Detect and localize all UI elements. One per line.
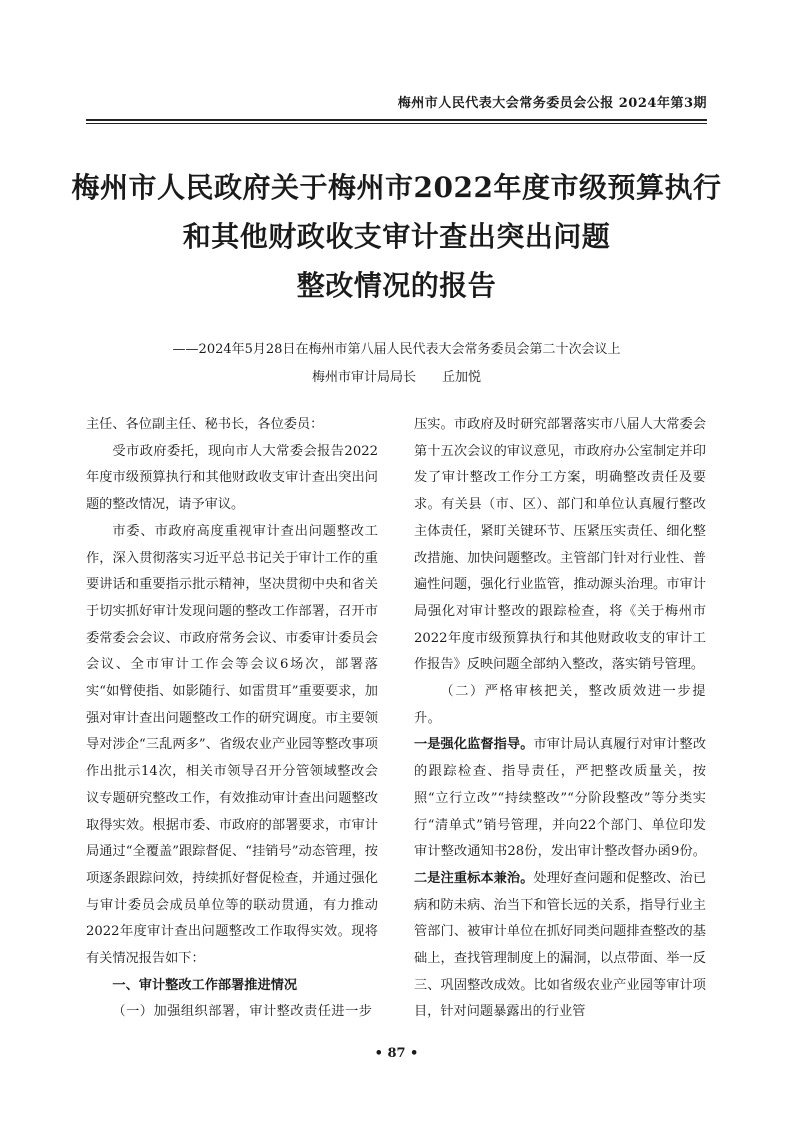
document-title bbox=[60, 163, 733, 310]
title-line-3: 整改情况的报告 bbox=[296, 269, 497, 302]
paragraph-text: 处理好查问题和促整改、治已病和防未病、治当下和管长远的关系，指导行业主管部门、被审计单位在抓好同类问题排查整改的基础上，查找管理制度上的漏洞，以点带面、举一反三、巩固整改成效。比如省级农业产业园等审计项目，针对问题暴露出的行业管 bbox=[414, 870, 707, 1020]
bold-lead: 二是注重标本兼治。 bbox=[414, 870, 534, 886]
author-line: 梅州市审计局局长 丘加悦 bbox=[311, 370, 481, 385]
meeting-line: ——2024年5月28日在梅州市第八届人民代表大会常务委员会第二十次会议上 bbox=[172, 342, 621, 357]
paragraph bbox=[414, 732, 706, 1026]
section-heading: 一、审计整改工作部署推进情况 bbox=[112, 977, 298, 993]
subsection-heading: （二）严格审核把关，整改质效进一步提升。 bbox=[414, 684, 706, 726]
bold-lead: 一是强化监督指导。 bbox=[414, 737, 534, 753]
paragraph: 市委、市政府高度重视审计查出问题整改工作，深入贯彻落实习近平总书记关于审计工作的重要讲话和重要指示批示精神，坚决贯彻中央和省关于切实抓好审计发现问题的整改工作部署，召开市委常委会会议、市政府常务会议、市委审计委员会会议、全市审计工作会等会议6场次，部署落实“如臂使指、如影随行、如雷贯耳”重要要求，加强对审计查出问题整改工作的研究调度。市主要领导对涉企“三乱两多”、省级农业产业园等整改事项作出批示14次，相关市领导召开分管领域整改会议专题研究整改工作，有效推动审计查出问题整改取得实效。根据市委、市政府的部署要求，市审计局通过“全覆盖”跟踪督促、“挂销号”动态管理，按项逐条跟踪问效，持续抓好督促检查，并通过强化与审计委员会成员单位等的联动贯通，有力推动2022年度审计查出问题整改工作取得实效。现将有关情况报告如下： bbox=[86, 523, 378, 967]
paragraph-text: 市审计局认真履行对审计整改的跟踪检查、指导责任，严把整改质量关，按照“立行立改”“持续整改”“分阶段整改”等分类实行“清单式”销号管理，并向22个部门、单位印发审计整改通知书28份，发出审计整改督办函9份。 bbox=[414, 737, 707, 860]
title-line-1: 梅州市人民政府关于梅州市2022年度市级预算执行 bbox=[71, 171, 722, 204]
journal-header: 梅州市人民代表大会常务委员会公报 2024年第3期 bbox=[397, 96, 707, 111]
document-subtitle bbox=[90, 336, 703, 392]
right-column bbox=[414, 412, 706, 1026]
header-rule bbox=[86, 119, 707, 124]
left-column bbox=[86, 412, 378, 1026]
paragraph: 受市政府委托，现向市人大常委会报告2022年度市级预算执行和其他财政收支审计查出突出问题的整改情况，请予审议。 bbox=[86, 443, 378, 513]
salutation: 主任、各位副主任、秘书长，各位委员： bbox=[86, 417, 324, 432]
page-number: • 87 • bbox=[374, 1046, 419, 1061]
subsection-heading: （一）加强组织部署，审计整改责任进一步 bbox=[112, 1004, 373, 1020]
paragraph: 压实。市政府及时研究部署落实市八届人大常委会第十五次会议的审议意见，市政府办公室制定并印发了审计整改工作分工方案，明确整改责任及要求。有关县（市、区）、部门和单位认真履行整改主体责任，紧盯关键环节、压紧压实责任、细化整改措施、加快问题整改。主管部门针对行业性、普遍性问题，强化行业监管，推动源头治理。市审计局强化对审计整改的跟踪检查，将《关于梅州市2022年度市级预算执行和其他财政收支的审计工作报告》反映问题全部纳入整改，落实销号管理。 bbox=[414, 417, 706, 673]
title-line-2: 和其他财政收支审计查出突出问题 bbox=[182, 220, 611, 253]
